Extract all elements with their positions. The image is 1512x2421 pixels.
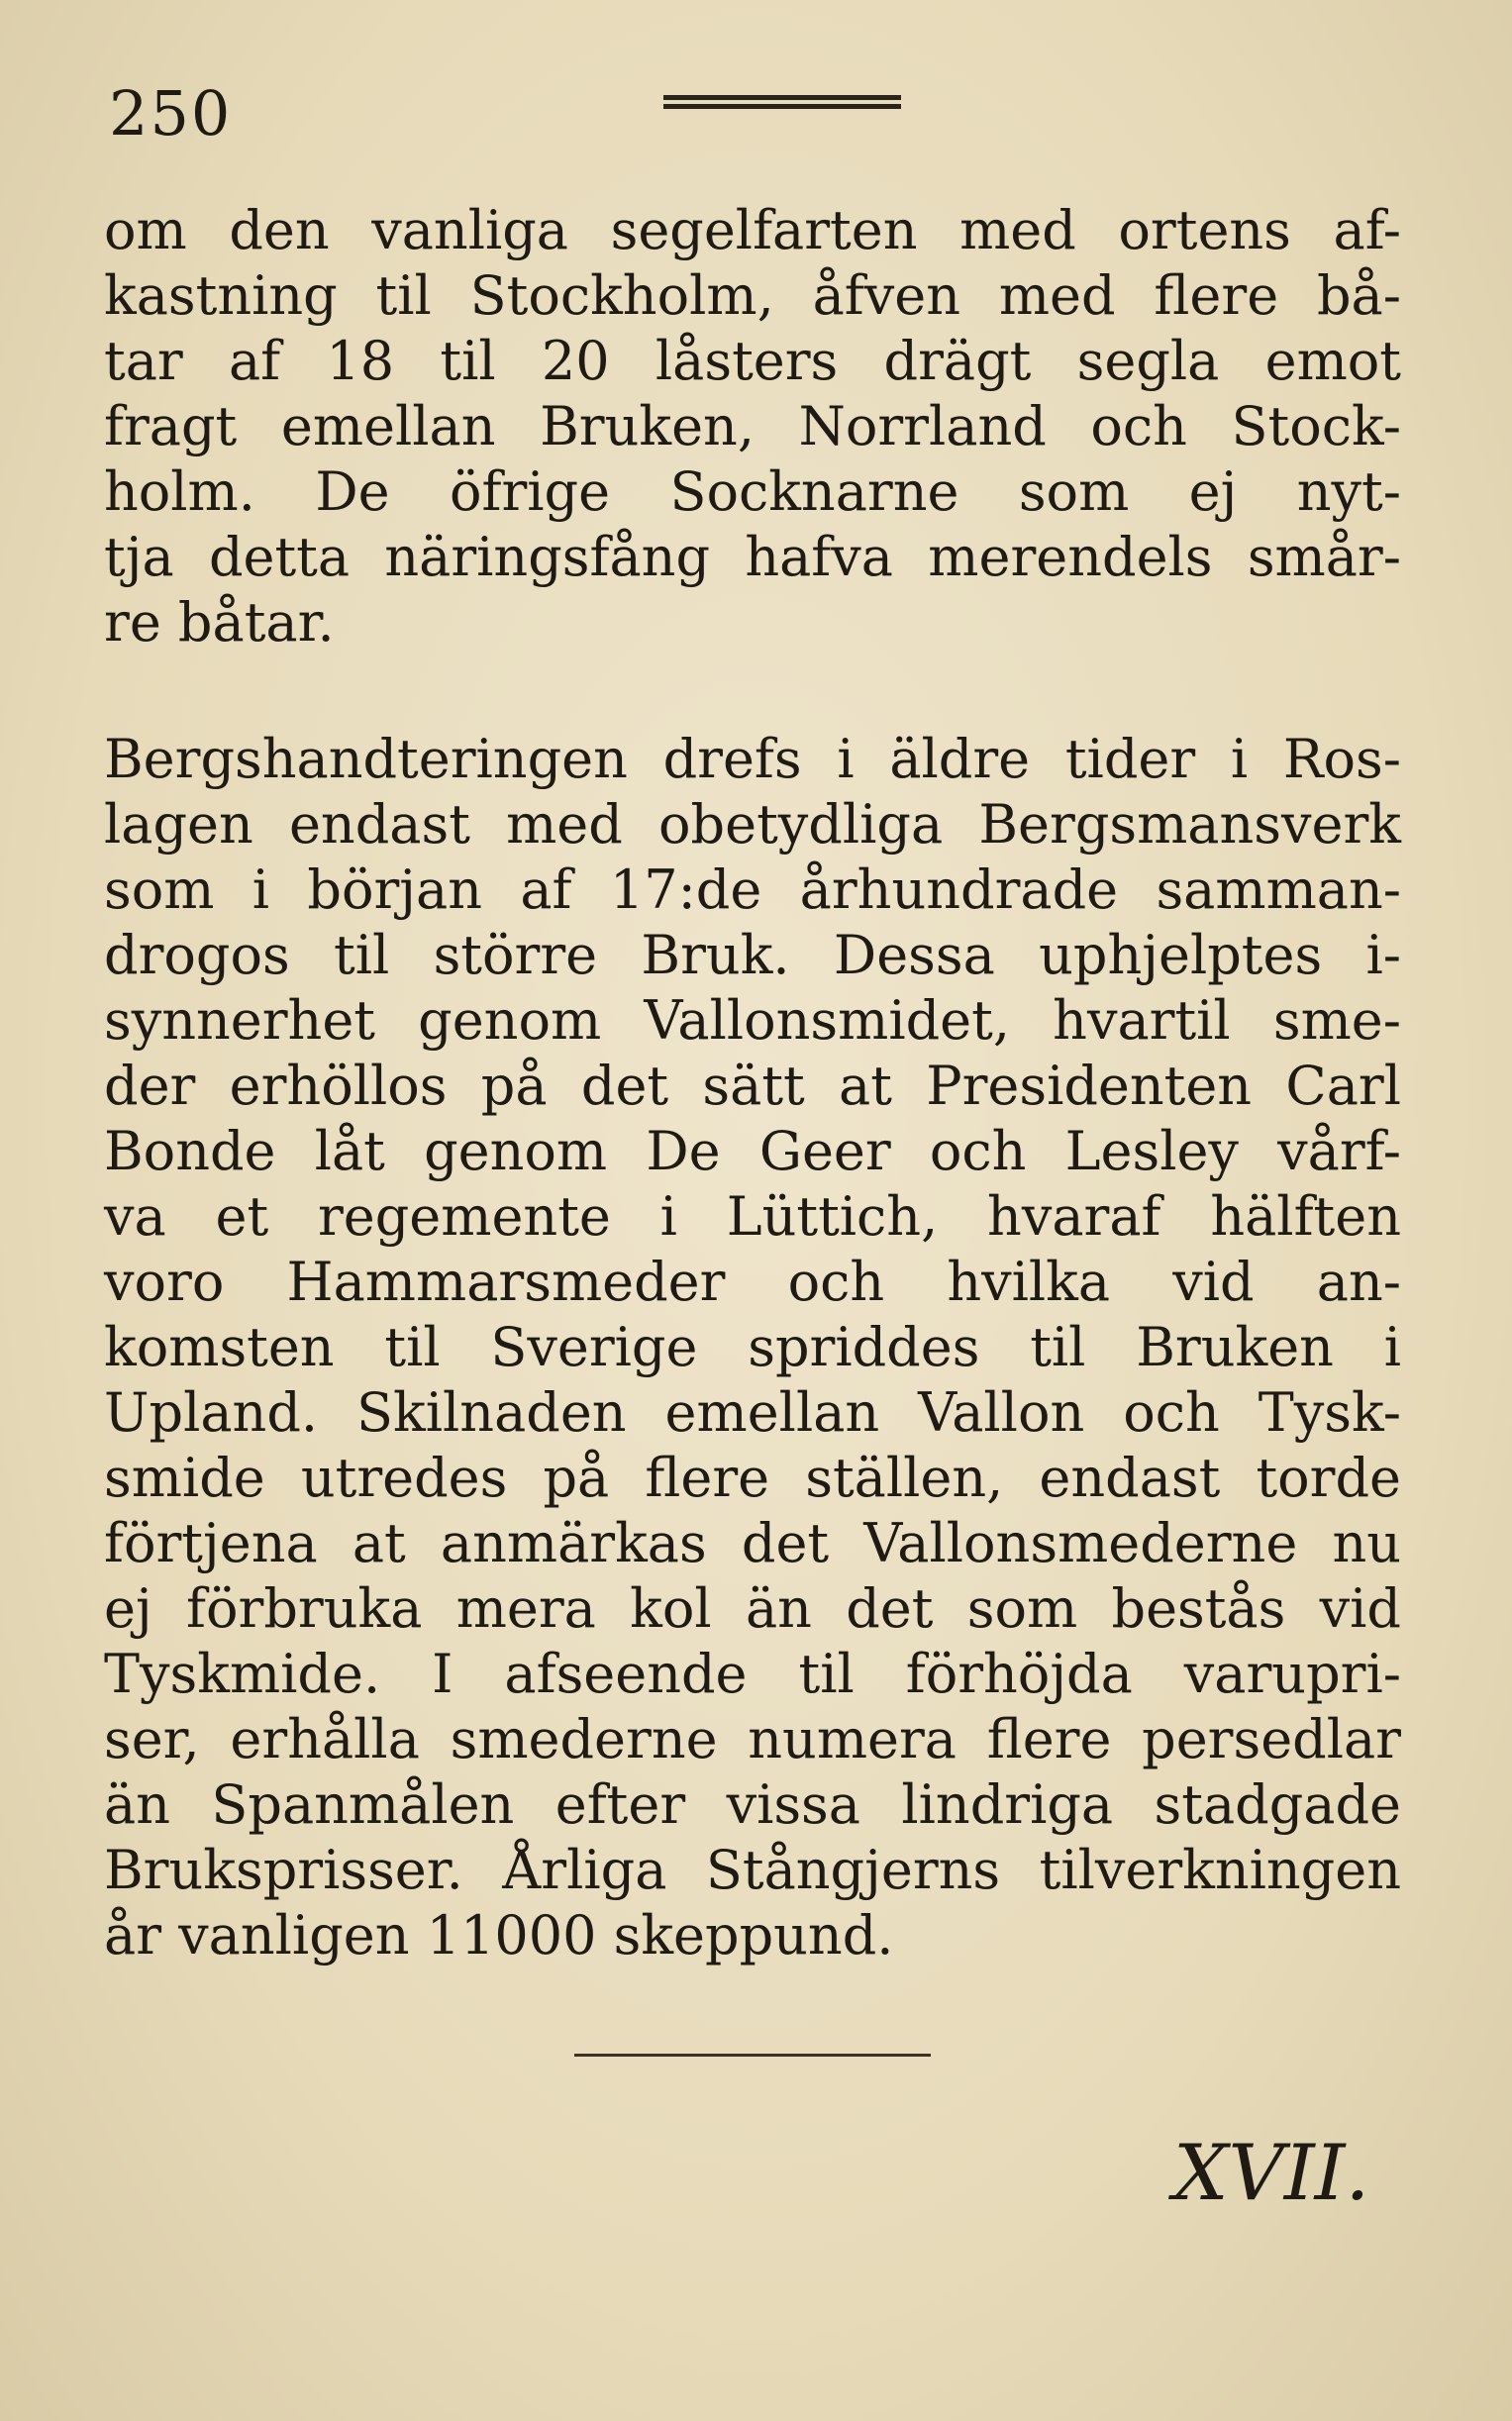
text-line: lagen endast med obetydliga Bergsmansverk: [104, 793, 1401, 856]
paragraph-2: [104, 727, 1401, 1968]
text-line: kastning til Stockholm, åfven med flere bå-: [104, 264, 1401, 327]
text-line: holm. De öfrige Socknarne som ej nyt-: [104, 460, 1401, 523]
text-line: va et regemente i Lüttich, hvaraf hälften: [104, 1185, 1401, 1248]
text-line: komsten til Sverige spriddes til Bruken i: [104, 1316, 1401, 1378]
header-ornament-rule: [663, 95, 901, 117]
text-line: tja detta näringsfång hafva merendels smår-: [104, 526, 1401, 588]
catchword: XVII.: [1173, 2129, 1370, 2218]
text-line: der erhöllos på det sätt at Presidenten Carl: [104, 1055, 1401, 1117]
text-line: fragt emellan Bruken, Norrland och Stock-: [104, 395, 1401, 457]
text-line: Bonde låt genom De Geer och Lesley vårf-: [104, 1120, 1401, 1182]
text-line: förtjena at anmärkas det Vallonsmederne nu: [104, 1512, 1401, 1574]
text-line: re båtar.: [104, 591, 335, 654]
text-line: Upland. Skilnaden emellan Vallon och Tysk-: [104, 1381, 1401, 1444]
paragraph-1: [104, 198, 1401, 656]
text-line: Bergshandteringen drefs i äldre tider i Ros-: [104, 728, 1401, 790]
text-line: om den vanliga segelfarten med ortens af-: [104, 199, 1401, 261]
section-end-rule: [574, 2054, 931, 2057]
text-line: drogos til större Bruk. Dessa uphjelptes i-: [104, 924, 1401, 986]
text-line: Bruksprisser. Årliga Stångjerns tilverkningen: [104, 1839, 1401, 1901]
text-line: än Spanmålen efter vissa lindriga stadgade: [104, 1773, 1401, 1836]
text-line: ser, erhålla smederne numera flere persedlar: [104, 1708, 1401, 1770]
text-line: ej förbruka mera kol än det som bestås vid: [104, 1577, 1401, 1640]
text-line: voro Hammarsmeder och hvilka vid an-: [104, 1251, 1401, 1313]
text-line: år vanligen 11000 skeppund.: [104, 1904, 894, 1967]
text-line: som i början af 17:de århundrade samman-: [104, 858, 1401, 921]
text-line: smide utredes på flere ställen, endast torde: [104, 1447, 1401, 1509]
text-line: tar af 18 til 20 låsters drägt segla emot: [104, 330, 1401, 392]
text-line: synnerhet genom Vallonsmidet, hvartil sme-: [104, 989, 1401, 1052]
text-line: Tyskmide. I afseende til förhöjda varupri-: [104, 1643, 1401, 1705]
paragraph-gap: [104, 656, 1401, 727]
body-text: [104, 198, 1401, 1968]
page-number: 250: [109, 77, 233, 150]
